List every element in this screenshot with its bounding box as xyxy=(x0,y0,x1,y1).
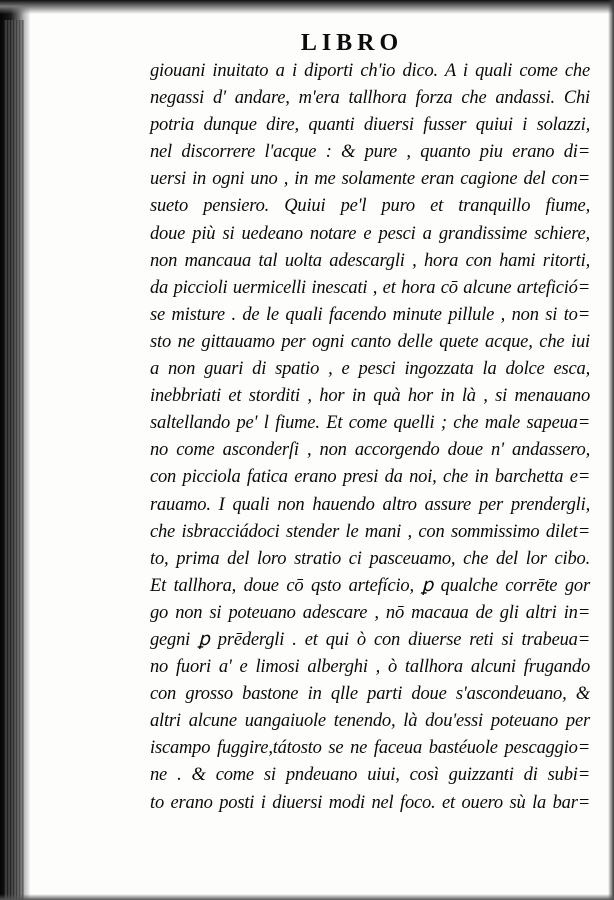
text-line: doue più si uedeano notare e pesci a grandissime schiere, xyxy=(150,223,590,244)
text-line: ne . & come si pndeuano uiui, così guizzanti di subi= xyxy=(150,765,590,786)
text-line: to, prima del loro stratio ci pasceuamo, che del lor cibo. xyxy=(150,548,590,569)
text-line: a non guari di spatio , e pesci ingozzata la dolce esca, xyxy=(150,359,590,380)
text-line: go non si poteuano adescare , nō macaua de gli altri in= xyxy=(150,602,590,623)
text-line: da piccioli uermicelli inescati , et hora cō alcune artefició= xyxy=(150,277,590,298)
text-line: se misture . de le quali facendo minute pillule , non si to= xyxy=(150,304,590,325)
text-line: no fuori a' e limosi alberghi , ò tallhora alcuni frugando xyxy=(150,657,590,678)
text-line: sto ne gittauamo per ogni canto delle quete acque, che iui xyxy=(150,331,590,352)
text-line: altri alcune uangaiuole tenendo, là dou'essi poteuano per xyxy=(150,711,590,732)
text-line: sueto pensiero. Quiui pe'l puro et tranquillo fiume, xyxy=(150,196,590,217)
text-line: inebbriati et storditi , hor in quà hor in là , si menauano xyxy=(150,386,590,407)
bottom-edge-shadow xyxy=(0,894,614,900)
text-line: rauamo. I quali non hauendo altro assure per prendergli, xyxy=(150,494,590,515)
text-line: iscampo fuggire,tátosto se ne faceua bastéuole pescaggio= xyxy=(150,738,590,759)
text-line: no come asconderſi , non accorgendo doue n' andassero, xyxy=(150,440,590,461)
text-line: non mancaua tal uolta adescargli , hora con hami ritorti, xyxy=(150,250,590,271)
top-shadow xyxy=(0,0,614,14)
page-stack-edges xyxy=(4,20,24,900)
text-line: to erano posti i diuersi modi nel foco. et ouero sù la bar= xyxy=(150,792,590,813)
text-line: potria dunque dire, quanti diuersi fusser quiui i solazzi, xyxy=(150,115,590,136)
text-line: giouani inuitato a i diporti ch'io dico. A i quali come che xyxy=(150,61,590,81)
text-line: gegni ꝑ prēdergli . et qui ò con diuerse reti si trabeua= xyxy=(150,629,590,650)
text-line: con grosso bastone in qlle parti doue s'ascondeuano, & xyxy=(150,684,590,705)
text-line: con picciola fatica erano presi da noi, che in barchetta e= xyxy=(150,467,590,488)
text-line: negassi d' andare, m'era tallhora forza che andassi. Chi xyxy=(150,88,590,109)
text-line: Et tallhora, doue cō qsto artefício, ꝑ qualche corrēte gor xyxy=(150,575,590,596)
right-edge-shadow xyxy=(608,0,614,900)
text-line: che isbracciádoci stender le mani , con sommissimo dilet= xyxy=(150,521,590,542)
body-text xyxy=(150,58,590,817)
text-line: nel discorrere l'acque : & pure , quanto piu erano di= xyxy=(150,142,590,163)
text-line: saltellando pe' l fiume. Et come quelli ; che male sapeua= xyxy=(150,413,590,434)
text-line: uersi in ogni uno , in me solamente eran cagione del con= xyxy=(150,169,590,190)
running-head: LIBRO xyxy=(300,30,404,56)
